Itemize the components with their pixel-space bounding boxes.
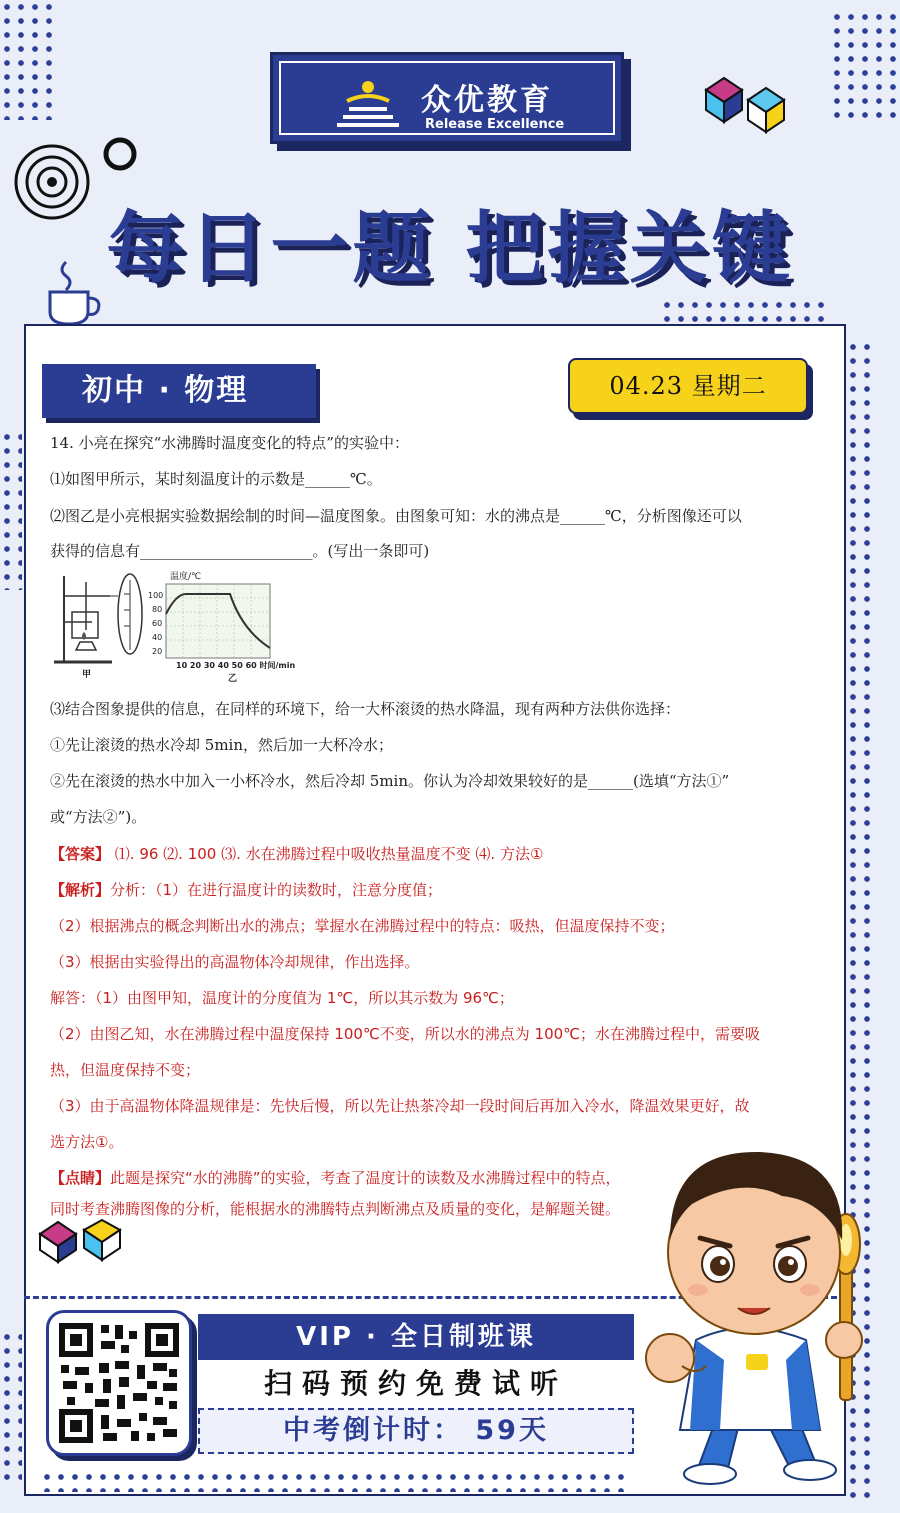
qr-code-icon — [59, 1323, 179, 1443]
graph-y-tick: 20 — [152, 647, 163, 656]
analysis-line: （2）根据沸点的概念判断出水的沸点；掌握水在沸腾过程中的特点：吸热，但温度保持不变； — [50, 917, 675, 935]
headline: 每日一题 把握关键 — [106, 204, 794, 294]
question-line: ⑴如图甲所示，某时刻温度计的示数是______℃。 — [50, 470, 382, 488]
question-line: ⑶结合图象提供的信息，在同样的环境下，给一大杯滚烫的热水降温，现有两种方法供你选择： — [50, 700, 681, 718]
dot-pattern — [0, 0, 60, 120]
graph-y-title: 温度/℃ — [170, 572, 202, 582]
graph-y-tick: 40 — [152, 633, 163, 642]
analysis-line — [50, 879, 810, 900]
exam-countdown: 中考倒计时： 59天 — [198, 1408, 634, 1454]
answer-text: ⑴. 96 ⑵. 100 ⑶. 水在沸腾过程中吸收热量温度不变 ⑷. 方法① — [110, 845, 544, 863]
graph-x-ticks: 10 20 30 40 50 60 时间/min — [176, 661, 296, 670]
dot-pattern — [40, 1470, 630, 1492]
analysis-text: 分析：（1）在进行温度计的读数时，注意分度值； — [110, 881, 443, 899]
question-line: ⑵图乙是小亮根据实验数据绘制的时间—温度图象。由图象可知：水的沸点是______℃，分析图像还可以 — [50, 507, 742, 525]
cube-decoration — [702, 72, 792, 138]
analysis-line: 解答：（1）由图甲知，温度计的分度值为 1℃，所以其示数为 96℃； — [50, 989, 514, 1007]
analysis-line: 选方法①。 — [50, 1133, 124, 1151]
question-line: 14. 小亮在探究“水沸腾时温度变化的特点”的实验中： — [50, 434, 409, 452]
cube-decoration — [36, 1218, 132, 1264]
brand-header — [270, 52, 624, 144]
figure-label-jia: 甲 — [82, 670, 92, 680]
question-line: ②先在滚烫的热水中加入一小杯冷水，然后冷却 5min。你认为冷却效果较好的是______(选填“方法①” — [50, 772, 730, 790]
qr-code[interactable] — [46, 1310, 192, 1456]
brand-tagline: Release Excellence — [425, 117, 565, 132]
comment-text: 此题是探究“水的沸腾”的实验，考查了温度计的读数及水沸腾过程中的特点， — [110, 1169, 621, 1187]
dot-pattern — [830, 10, 900, 120]
dot-pattern — [0, 430, 22, 590]
question-line: ①先让滚烫的热水冷却 5min，然后加一大杯冷水； — [50, 736, 393, 754]
mascot-boy-illustration — [626, 1140, 886, 1490]
comment-tag: 【点睛】 — [50, 1169, 111, 1187]
comment-line: 同时考查沸腾图像的分析，能根据水的沸腾特点判断沸点及质量的变化，是解题关键。 — [50, 1200, 621, 1218]
scan-cta: 扫码预约免费试听 — [263, 1367, 568, 1400]
analysis-line: （2）由图乙知，水在沸腾过程中温度保持 100℃不变，所以水的沸点为 100℃；水在沸腾过程中，需要吸 — [50, 1025, 761, 1043]
brand-name: 众优教育 — [421, 83, 553, 118]
vip-banner: VIP · 全日制班课 — [198, 1314, 634, 1360]
dot-pattern — [660, 298, 830, 326]
figure-label-yi: 乙 — [228, 674, 238, 684]
analysis-tag: 【解析】 — [50, 881, 111, 899]
graph-y-tick: 100 — [148, 591, 164, 600]
analysis-line: 热，但温度保持不变； — [50, 1061, 201, 1079]
analysis-line: （3）由于高温物体降温规律是：先快后慢，所以先让热茶冷却一段时间后再加入冷水，降温效果更好，故 — [50, 1097, 750, 1115]
date-badge: 04.23 星期二 — [568, 358, 808, 414]
experiment-figure — [52, 570, 312, 670]
dot-pattern — [0, 1330, 22, 1480]
graph-y-tick: 60 — [152, 619, 163, 628]
graph-y-tick: 80 — [152, 605, 163, 614]
analysis-line: （3）根据由实验得出的高温物体冷却规律，作出选择。 — [50, 953, 420, 971]
answer-line — [50, 843, 810, 864]
subject-label: 初中 · 物理 — [42, 364, 316, 418]
brand-logo-icon — [333, 79, 403, 131]
question-line: 获得的信息有_______________________。(写出一条即可) — [50, 542, 430, 560]
question-line: 或“方法②”)。 — [50, 808, 147, 826]
answer-tag: 【答案】 — [50, 845, 111, 863]
